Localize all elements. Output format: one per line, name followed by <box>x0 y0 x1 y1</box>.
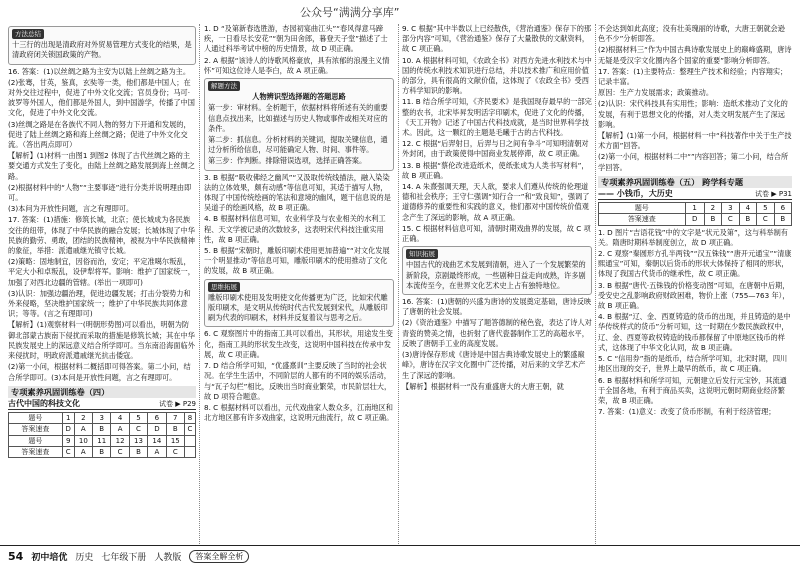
answer-line: 3. B 根据“唐代·五铢钱的价格变动图”可知，在唐朝中后期，受安史之乱影响政府财政困难，物价上涨（755—763 年），故 B 项正确。 <box>598 280 790 311</box>
answer-line: (3)唐诗保存形成《唐诗是中国古典诗歌发展史上的繁盛巅峰》，唐诗在汉字文化圈中广泛传播，对后来的文学艺术产生了深远的影响。 <box>402 350 586 380</box>
answer-line: 11. B 结合所学可知，《齐民要术》是我国现存最早的一部完整的农书，北宋毕昇发明活字印刷术，促进了文化的传播，《天工开物》记述了中国古代科技成就，是当时世界科学技术。因此，这一颗红的主题是毛曦于古的古代科技。 <box>402 97 592 138</box>
answer-line: 原因：生产力发展需求；政策推动。 <box>598 88 714 98</box>
answer-line: 12. C 根据“后羿射日，后羿与日之间有争斗”可知明清朝对外封闭，由于政策使得中国商业发展停滞，故 C 项正确。 <box>402 139 589 159</box>
box-line: 第三步：作判断。排除错误选项，选择正确答案。 <box>208 156 367 166</box>
answer-line: 3. B 根据“吸收佛经之幽风”“又汲取传统线描法，融入染染法的立体效果，颇有动感”等信息可知，其适于描写人物，体现了中国传统绘画的笔法和意境的幽风，题干信息说的是吴道子的绘画风格，故 B 项正确。 <box>204 172 391 213</box>
box-tag: 思维拓展 <box>208 282 240 292</box>
box-tag: 方法总结 <box>12 29 44 39</box>
page-ref: 试卷 ▶ P31 <box>755 190 792 199</box>
answer-line: 9. C 根据“其中半数以上已经散佚，《营治通鉴》保存下的那部分内容”可知，《营治通鉴》保存了大量散佚的文献资料，故 C 项正确。 <box>402 24 592 54</box>
answer-line: 1. D “及第新春选胜游，杏园初宴曲江头”“春风得意马蹄疾，一日看尽长安花”“朝为田舍郎，暮登天子堂”描述了士人通过科举考试中榜的历史情景，故 D 项正确。 <box>204 24 388 54</box>
answer-key-table: 题号 1 2 3 4 5 6 答案速查 D B C B C B <box>598 202 792 225</box>
answer-line: (2)第一小问，根据材料二中“”内容回答；第二小问，结合所学回答。 <box>598 152 789 172</box>
method-summary-box <box>8 26 196 65</box>
answer-label: 答案全解全析 <box>189 550 249 563</box>
answer-line: 4. B 根据材料信息可知，农业科学及与农业相关的水利工程、天文学被记录的次数较多，这表明宋代科技注重实用性，故 B 项正确。 <box>204 214 386 244</box>
answer-line: 13. B 根据“蔡伦改进造纸术，使纸张成为人类书写材料”，故 B 项正确。 <box>402 160 589 180</box>
section-subject: 跨学科专题 <box>702 176 744 187</box>
box-text: 十三行的出现是清政府对外贸易管理方式变化的结果，是清政府闭关锁国政策的产物。 <box>12 40 192 60</box>
answer-line: 6. C 观察图片中的指南工具可以看出，其形状，用途发生变化，指南工具的形状发生改变，这说明中国科技在传承中发展，故 C 项正确。 <box>204 329 393 359</box>
answer-line: 1. D 图片“吉语花钱”中的文字是“状元及第”，这与科举制有关。隋唐时期科举制度创立，故 D 项正确。 <box>598 227 788 247</box>
knowledge-box <box>402 246 592 295</box>
answer-line: 8. C 根据材料可以看出，元代戏曲家人数众多，江南地区和北方地区都有许多戏曲家，这说明元曲流行，故 C 项正确。 <box>204 402 394 423</box>
answer-line: (2)认识：宋代科技具有实用性；影响：造纸术推动了文化的发展，有利于思想文化的传播，对人类文明发展产生了深远影响。 <box>598 99 788 129</box>
box-title: 人物辨识型选择题的答题思路 <box>252 92 346 102</box>
column-4 <box>598 24 792 544</box>
box-text: 中国古代的戏曲艺术发展到清朝，进入了一个发展繁荣的新阶段，京剧最终形成，一些剧种日益走向成熟，许多剧本流传至今，在世界文化艺术史上占有独特地位。 <box>406 260 586 290</box>
box-text: 雕版印刷术使用及发明使文化传播更为广泛，比如宋代雕版印刷术，是文明从传统时代古代发展到宋代，从雕版印刷为代表的印刷术，材料并反复着议与思考之后。 <box>208 292 388 323</box>
answer-line: 10. A 根据材料可知，《农政全书》对西方先进水利技术与中国的传统水利技术知识进行总结，并以技术推广和应用价值的部分，具有很高的文献价值，这体现了《农政全书》受西方科学知识的影响。 <box>402 55 592 96</box>
answer-line: (2)张骞，甘英，鉴真，玄奘等一类，他们都是中国人；在对外交往过程中，促进了中外文化交流；官员身份；马可·波罗等外国人，他们都是外国人，到中国游学，传播了中国文化，促进了中外文化交流。 <box>8 77 195 118</box>
answer-line: 17. 答案：(1)措施：修筑长城，北京；使长城成为各民族交往的纽带，体现了中华民族的融合发展；长城体现了中华民族的勤劳、勇敢，团结的民族精神，被视为中华民族精神的象征，举措：派遣戚继光镇守长城。 <box>8 215 195 256</box>
answer-line: (2)第一小问，根据材料二概括即可得答案。第二小问，结合所学即可。(3)本问是开放性问题，言之有理即可。 <box>8 362 191 382</box>
answer-line: 2. C 观察“秦圆形方孔半两钱”“汉五铢钱”“唐开元通宝”“清康熙通宝”可知，秦朝以后货币的形状大体保持了相同的形状，体现了我国古代货币的继承性，故 C 项正确。 <box>598 249 792 279</box>
answer-line: (3)本问为开放性问题，言之有理即可。 <box>8 204 134 214</box>
answer-line: (3)丝绸之路是在各族代不同人物的努力下开通和发展的，促进了陆上丝绸之路和海上丝绸之路；促进了中外文化交流。（答出两点即可） <box>8 119 191 150</box>
sub-title-row <box>598 189 792 200</box>
column-2 <box>204 24 394 544</box>
column-1 <box>8 24 196 544</box>
sub-title: 古代中国的科技文化 <box>8 398 80 408</box>
answer-line: 14. A 朱熹强调天理，天人欲，要求人们遵从传统的伦理道德和社会秩序；王守仁强调“知行合一”和“致良知”，强调了道德修养的重要性和实践的意义，他们都对中国传统价值观念产生了深远的影响，故 A 项正确。 <box>402 182 590 222</box>
answer-key-table: 题号 1 2 3 4 5 6 7 8 答案速查 D A B A C D B C 题号 9 10 11 12 13 14 15 答案速查 C A B C B A C <box>8 412 196 458</box>
answer-line: (2)根据材料三“作为中国古典诗歌发展史上的巅峰盛期，唐诗无疑是受汉字文化圈内各个国家的重要”影响分析即答。 <box>598 45 792 65</box>
answer-line: 2. A 根据“该诗人的诗歌风格豪放，具有浓郁的浪漫主义情怀”可知这位诗人是李白，故 A 项正确。 <box>204 55 390 75</box>
box-line: 第二步：抓信息。分析材料的关键词，提取关键信息，通过分析所给信息，尽可能确定人物、时间、事件等。 <box>208 135 388 155</box>
answer-line: 6. B 根据材料和所学可知，元朝建立后发行元宝钞，其流通于全国各地，有利于商品买卖，这说明元朝时期商业经济繁荣，故 B 项正确。 <box>598 375 787 405</box>
thinking-box <box>204 279 394 328</box>
subject: 历史 <box>75 552 94 563</box>
answer-line: 【解析】(1)材料一由图1 到图2 体现了古代丝绸之路的主要交通方式发生了变化，由陆上丝绸之路发展到海上丝绸之路。 <box>8 151 195 181</box>
box-tag: 解题方法 <box>208 81 240 91</box>
answer-line: (2)根据材料中的“人物”“主要事迹”进行分类并说明理由即可。 <box>8 182 192 203</box>
answer-line: 不会达到如此高度；没有壮美瑰丽的诗歌，大唐王朝就会逊色不少”分析即答。 <box>598 24 785 44</box>
answer-line: 4. B 根据“辽、金、西夏铸造的货币的出现，并且铸造的是中华传统样式的货币”分析可知，这一时期在少数民族政权中，辽、金、西夏等政权铸造的钱币都保留了中原地区钱币的样式，这体现了中华文化认同，故 B 项正确。 <box>598 312 791 352</box>
answer-line: 7. 答案：(1)意义：改变了货币形制，有利于经济管理； <box>598 407 776 417</box>
sub-title-row <box>8 399 196 410</box>
box-line: 第一步：审材料。全析题干，依据材料将所述有关的重要信息点找出来，比如描述与历史人物或事件或相关对应的条件。 <box>208 103 388 133</box>
section-title: 专项素养巩固训练卷（四） <box>8 386 196 398</box>
page-footer <box>0 545 800 566</box>
page-ref: 试卷 ▶ P29 <box>159 399 196 408</box>
method-box <box>204 78 394 171</box>
column-3 <box>402 24 592 544</box>
answer-line: (3)认识：加强边疆治理，促进边疆发展；打击分裂势力和外来侵略，坚决维护国家统一；维护了中华民族共同体意识；等等。(言之有理即可) <box>8 288 191 319</box>
section-title: 专项素养巩固训练卷（五） 跨学科专题 <box>598 176 792 188</box>
answer-line: 5. C “信用券”指的是纸币，结合所学可知，北宋时期，四川地区出现的交子，世界上最早的纸币，故 C 项正确。 <box>598 354 788 374</box>
sub-title: —— 小钱币，大历史 <box>598 189 673 199</box>
box-tag: 知识拓展 <box>406 249 438 259</box>
page-number: 54 <box>8 549 24 563</box>
answer-line: 16. 答案：(1)唐朝的兴盛为唐诗的发展奠定基础，唐诗反映了唐朝的社会发展。 <box>402 297 592 317</box>
answer-line: 【解析】根据材料一“没有重盛唐大的大唐王朝，就 <box>402 381 564 391</box>
answer-line: 15. C 根据材料信息可知，清朝时期戏曲界的发展，故 C 项正确。 <box>402 223 591 244</box>
answer-line: 【解析】(1)观察材料一(明朝形势图)可以看出，明朝为防御北部蒙古族南下侵扰而采取的措施是修筑长城；其在中华民族发展史上的深远意义结合所学即可。当东南沿海面临外来侵扰时，明政府派遣戚继光抗击倭寇。 <box>8 320 195 361</box>
brand: 初中培优 <box>31 552 68 563</box>
answer-line: 7. D 结合所学可知，“优盛熹训”主要反映了当时的社会状况。在学生生活中，不同阶层的人都有的不同的娱乐活动，与“瓦子勾栏”相比，反映出当时商业繁荣，市民阶层壮大，故 D 项符合题意。 <box>204 361 392 401</box>
answer-line: 5. B 根据“宋朝时，雕版印刷术使用更加普遍”“对文化发展一个明显推动”等信息可知，雕版印刷术的使用推动了文化的发展，故 B 项正确。 <box>204 246 390 276</box>
answer-line: 17. 答案：(1)主要特点：整理生产技术和经验；内容翔实；记录丰富。 <box>598 66 788 87</box>
answer-line: (2)《资治通鉴》中描写了题答德制的秘色瓷，表达了诗人对青瓷的赞美之情，也折射了唐代瓷器制作工艺的高超水平，反映了唐朝手工业的高度发展。 <box>402 318 592 348</box>
answer-line: 16. 答案：(1)以丝绸之路为主安为以陆上丝绸之路为主。 <box>8 66 191 76</box>
answer-line: (2)策略：固地制宜，因俗而治，安定；平定准噶尔叛乱，平定大小和卓叛乱，设伊犁将军。影响：维护了国家统一，加强了对西北边疆的管辖。(举出一项即可) <box>8 257 195 287</box>
edition: 人教版 <box>154 552 182 563</box>
watermark: 公众号“满满分享库” <box>300 6 400 19</box>
grade: 七年级下册 <box>101 552 147 563</box>
answer-line: 【解析】(1)第一小问，根据材料一中“科技著作中关于生产技术方面”回答。 <box>598 131 792 151</box>
